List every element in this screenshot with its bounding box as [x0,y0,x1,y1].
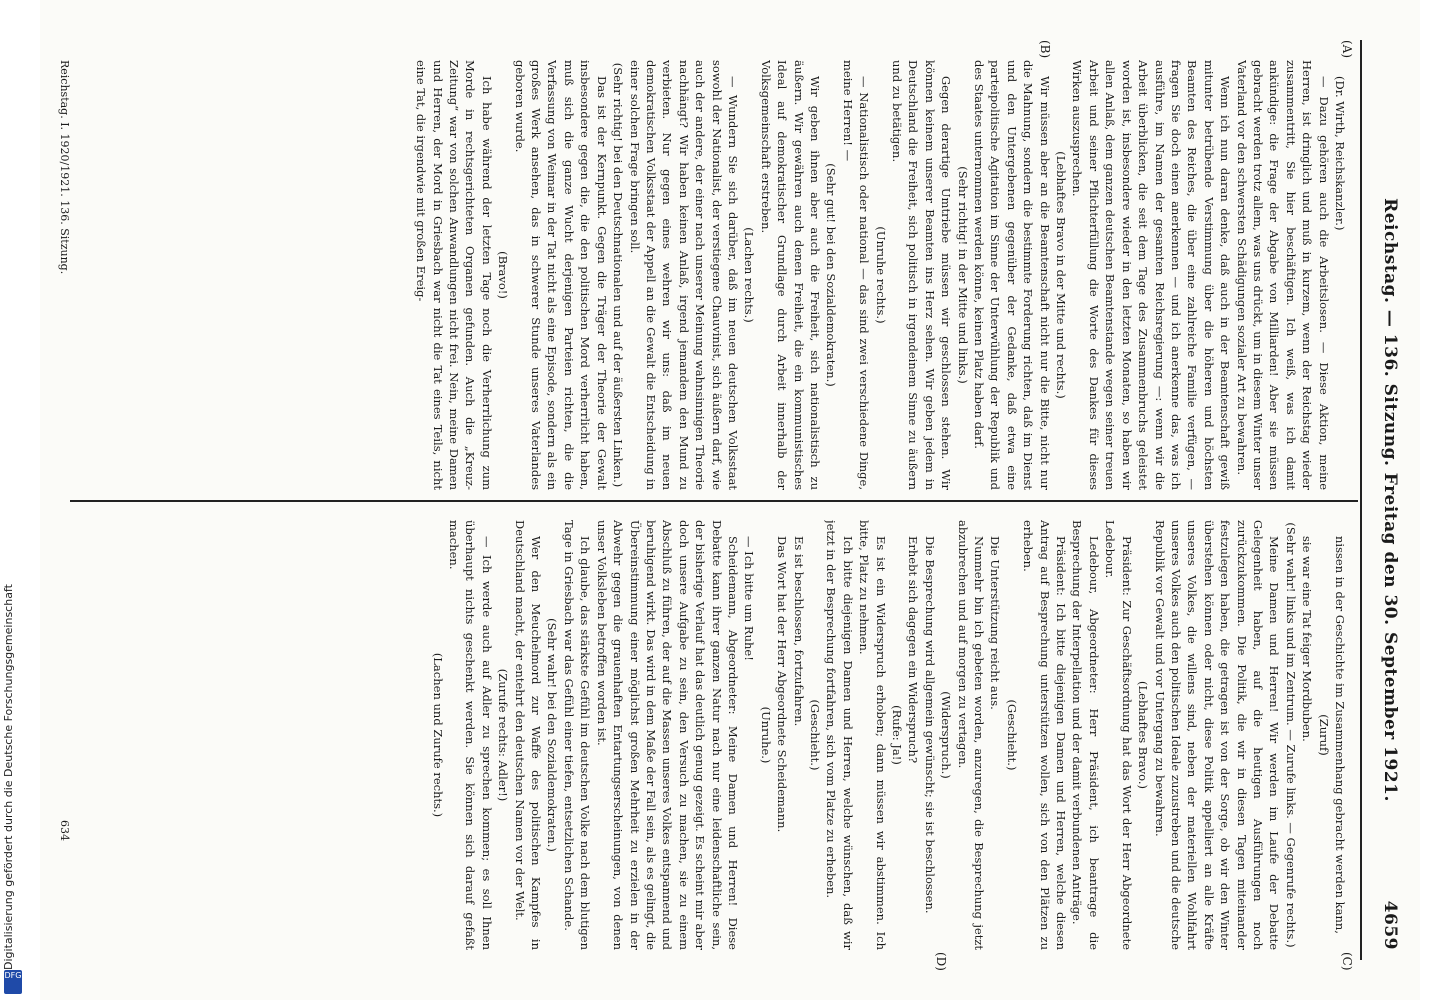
dfg-logo [4,970,22,994]
speech-paragraph: — Nationalistisch oder national — das sind zwei verschiedene Dinge, meine Herren! — [840,60,872,490]
speech-paragraph: Wenn ich nun daran denke, daß auch in der Beamtenschaft gewiß mitunter betrübende Verstimmung über die höheren und höchsten Beamten des Reiches, die über eine zahlreiche Familie verfügen, — fragen Sie doch einen anerkennen — und ich anerkenne das, was ich ausführe, im Namen der gesamten Reichsregierung —: wenn wir die Arbeit überblicken, die seit dem Tage des Zusammenbruchs geleistet worden ist, insbesondere wieder in den letzten Monaten, so haben wir allen Anlaß, dem ganzen deutschen Beamtenstande wegen seiner treuen Arbeit und seiner Pflichterfüllung die Worte des Dankes für dieses Wirken auszusprechen. [1070,60,1233,490]
left-column [110,60,1348,490]
speech-paragraph: Ledebour, Abgeordneter: Herr Präsident, ich beantrage die Besprechung der Interpellation und der damit verbundenen Anträge. [1070,520,1101,950]
interjection: (Sehr wahr! bei den Sozialdemokraten.) [545,618,560,852]
column-divider [70,500,1358,502]
speech-paragraph: (Dr. Wirth, Reichskanzler.) [1333,76,1347,231]
speech-paragraph: — Ich werde auch auf Adler zu sprechen kommen; es soll Ihnen überhaupt nichts geschenkt werden. Sie können sich darauf gefaßt machen. [447,520,494,950]
margin-marker-b: (B) [1038,40,1052,59]
page-number: 4659 [1380,900,1400,950]
interjection: (Sehr richtig! in der Mitte und links.) [955,166,970,384]
digitization-credit-text: Digitalisierung gefördert durch die Deutsche Forschungsgemeinschaft [2,584,15,970]
margin-marker-a: (A) [1340,40,1354,59]
speech-paragraph: nissen in der Geschichte im Zusammenhang gebracht werden kann, [1333,536,1347,934]
speech-paragraph: Präsident: Zur Geschäftsordnung hat das Wort der Herr Abgeordnete Ledebour. [1103,520,1134,950]
dfg-logo-text: DFG [4,971,22,980]
speech-paragraph: Präsident: Ich bitte diejenigen Damen und Herren, welche diesen Antrag auf Besprechung unterstützen wollen, sich von den Plätzen zu erheben. [1021,520,1069,950]
header-rule [1360,40,1362,960]
margin-marker-d: (D) [934,952,948,971]
speech-paragraph: Wir müssen aber an die Beamtenschaft nicht nur die Bitte, nicht nur die Mahnung, sondern die bestimmte Forderung richten, daß im Dienst und den Untergebenen gegenüber der Gedanke, daß etwa eine parteipolitische Agitation im Sinne der Unterwühlung der Republik und des Staates unternommen werden könne, keinen Platz haben darf. [972,60,1052,490]
speech-paragraph: Ich bitte diejenigen Damen und Herren, welche wünschen, daß wir jetzt in der Besprechung fortfahren, sich vom Platze zu erheben. [824,520,855,950]
footer-session-info: Reichstag. I. 1920/1921. 136. Sitzung. [58,60,71,275]
footer-sheet-number: 634 [58,820,71,841]
interjection: (Rufe: Ja!) [890,705,905,765]
speech-paragraph: — Wundern Sie sich darüber, daß im neuen deutschen Volksstaat sowohl der Nationalist, der verstiegene Chauvinist, sich äußern darf, wie auch der andere, der einer nach unserer Meinung wahnsinnigen Theorie nachhängt? Wir haben keinen Anlaß, irgend jemandem den Mund zu verbieten. Nur gegen eines wehren wir uns: daß im neuen demokratischen Volksstaat der Appell an die Gewalt die Entscheidung in einer solchen Frage bringen soll. [627,60,740,490]
interjection: (Zurufe rechts: Adler!) [496,668,511,802]
speech-paragraph: Es ist beschlossen, fortzufahren. [791,536,806,727]
speech-paragraph: Wir geben ihnen aber auch die Freiheit, sich nationalistisch zu äußern. Wir gewähren auch denen Freiheit, die ein kommunistisches Ideal auf demokratischer Grundlage durch Arbeit innerhalb der Volksgemeinschaft erstreben. [758,60,822,490]
interjection: (Geschieht.) [1004,699,1019,771]
scanned-page [40,0,1420,1000]
interjection: (Widerspruch.) [939,691,954,779]
speech-paragraph: Gegen derartige Umtriebe müssen wir geschlossen stehen. Wir können keinem unserer Beamten ins Herz sehen. Wir geben jedem in Deutschland die Freiheit, sich politisch in irgendeinem Sinne zu äußern und zu betätigen. [890,60,954,490]
interjection: (Unruhe rechts.) [873,226,888,324]
margin-marker-c: (C) [1340,952,1354,971]
speech-paragraph: Ich habe während der letzten Tage noch die Verherrlichung zum Morde in rechtsgerichteten Organen gefunden. Auch die „Kreuz-Zeitung“ war von solchen Anwandlungen nicht frei. Nein, meine Damen und Herren, der Mord in Griesbach war nicht die Tat eines Teils, nicht eine Tat, die irgendwie mit großen Ereig- [414,60,494,490]
interjection: (Lachen und Zurufe rechts.) [430,652,445,818]
interjection: (Lebhaftes Bravo.) [1136,681,1151,789]
digitization-credit [2,500,26,990]
speech-paragraph: Nunmehr bin ich gebeten worden, anzuregen, die Besprechung jetzt abzubrechen und auf morgen zu vertagen. [955,520,987,950]
speech-paragraph: Das ist der Kernpunkt. Gegen die Träger der Theorie der Gewalt insbesondere gegen die, die den politischen Mord verherrlicht haben, muß sich die ganze Wucht derjenigen Parteien richten, die die Verfassung von Weimar in der Tat nicht als eine Episode, sondern als ein großes Werk ansehen, das in schwerer Stunde unseres Vaterlandes geboren wurde. [512,60,609,490]
speech-paragraph: Erhebt sich dagegen ein Widerspruch? [906,536,921,764]
interjection: (Lebhaftes Bravo in der Mitte und rechts.) [1054,151,1069,399]
right-column [110,520,1348,950]
speech-paragraph: sie war eine Tat feiger Mordbuben. [1300,536,1315,742]
speech-paragraph: Scheidemann, Abgeordneter: Meine Damen und Herren! Diese Debatte kann ihrer ganzen Natur nach nur eine leidenschaftliche sein, der bisherige Verlauf hat das deutlich genug gezeigt. Es scheint mir aber doch unsere Aufgabe zu sein, den Versuch zu machen, sie zu einem Abschluß zu führen, der auf die Massen unseres Volkes entspannend und beruhigend wirkt. Das wird in dem Maße der Fall sein, als es gelingt, die Übereinstimmung einer möglichst großen Mehrheit zu erzielen in der Abwehr gegen die grauenhaften Entartungserscheinungen, von denen unser Volksleben betroffen worden ist. [594,520,740,950]
speech-paragraph: — Ich bitte um Ruhe! [742,536,757,661]
speech-paragraph: Es ist ein Widerspruch erhoben; dann müssen wir abstimmen. Ich bitte, Platz zu nehmen. [857,520,888,950]
interjection: (Lachen rechts.) [742,227,757,323]
speech-paragraph: — Dazu gehören auch die Arbeitslosen. — Diese Aktion, meine Herren, ist dringlich und muß in kurzem, wenn der Reichstag wieder zusammentritt, Sie hier beschäftigen. Ich weiß, was ich damit ankündige: die Frage der Abgabe von Milliarden! Aber sie müssen gebracht werden trotz allem, was uns drückt, um in diesem Winter unser Vaterland vor den schwersten Schädigungen sozialer Art zu bewahren. [1234,60,1331,490]
interjection: (Geschieht.) [808,699,822,771]
interjection: (Sehr wahr! links und im Zentrum. — Zurufe links. — Gegenrufe rechts.) [1283,522,1298,948]
interjection: (Zuruf) [1316,714,1331,756]
speech-paragraph: Wer den Meuchelmord zur Waffe des politischen Kampfes in Deutschland macht, der entehrt den deutschen Namen vor der Welt. [512,520,544,950]
interjection: (Sehr gut! bei den Sozialdemokraten.) [824,163,839,387]
speech-paragraph: Ich glaube, das stärkste Gefühl im deutschen Volke nach dem blutigen Tage in Griesbach war das Gefühl einer tiefen, entsetzlichen Schande. [561,520,593,950]
speech-paragraph: Die Besprechung wird allgemein gewünscht; sie ist beschlossen. [922,536,937,914]
speech-paragraph: Meine Damen und Herren! Wir werden im Laufe der Debatte Gelegenheit haben, auf die heutigen Ausführungen noch zurückzukommen. Die Politik, die wir in diesen Tagen miteinander festzulegen haben, die getragen ist von der Sorge, ob wir den Winter überstehen können oder nicht, diese Politik appelliert an alle Kräfte unseres Volkes, die willens sind, neben der materiellen Wohlfahrt unseres Volkes auch den politischen Ideale zuzustreben und die deutsche Republik vor Gewalt und vor Untergang zu bewahren. [1152,520,1282,950]
speech-paragraph: Das Wort hat der Herr Abgeordnete Scheidemann. [775,536,790,833]
interjection: (Sehr richtig! bei den Deutschnationalen und auf der äußersten Linken.) [611,62,626,488]
interjection: (Unruhe.) [758,706,773,764]
interjection: (Bravo!) [496,251,511,299]
page-header-title: Reichstag. — 136. Sitzung. Freitag den 30. September 1921. [1380,198,1400,802]
speech-paragraph: Die Unterstützung reicht aus. [988,536,1003,710]
